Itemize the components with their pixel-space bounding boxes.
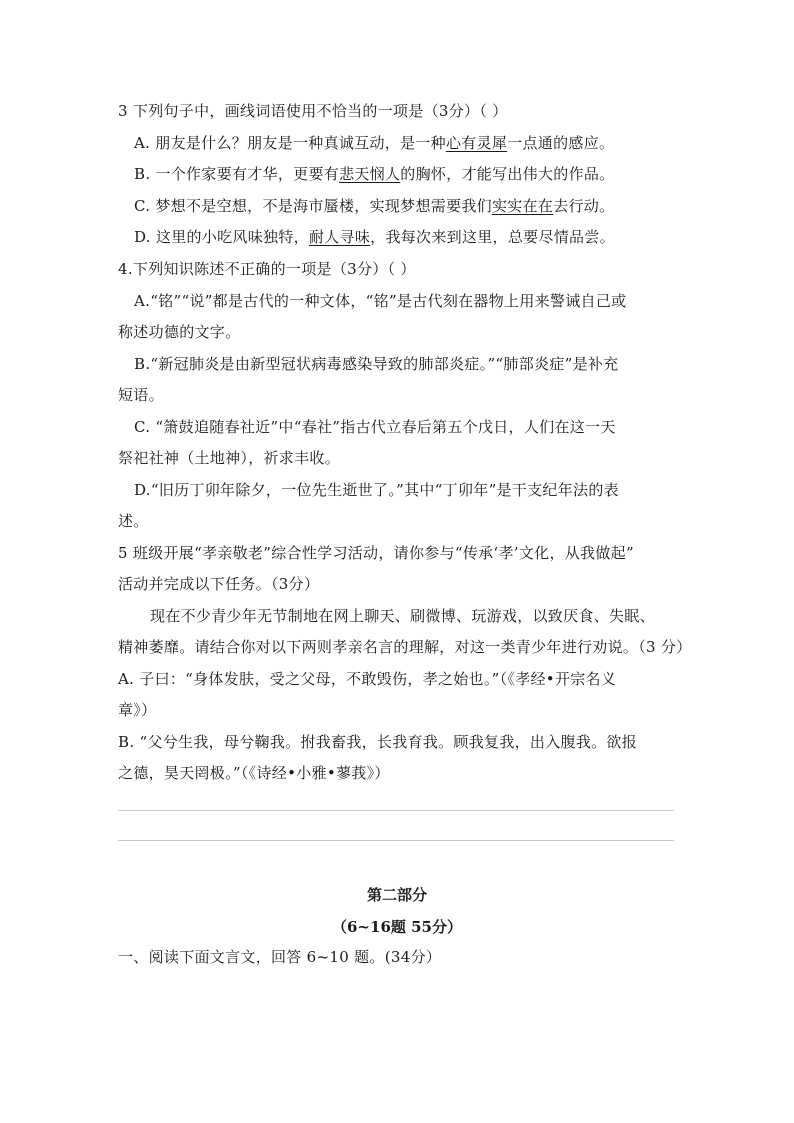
quote-a-cont: 章》） [118,701,157,719]
question-3-option-c: C. 梦想不是空想，不是海市蜃楼，实现梦想需要我们实实在在去行动。 [134,197,615,215]
quote-b: B. “父兮生我，母兮鞠我。拊我畜我，长我育我。顾我复我，出入腹我。欲报 [118,733,638,751]
underlined-phrase: 心有灵犀 [445,134,508,152]
question-3-option-a: A. 朋友是什么？朋友是一种真诚互动，是一种心有灵犀一点通的感应。 [134,134,615,152]
question-5-stem: 5 班级开展“孝亲敬老”综合性学习活动，请你参与“传承‘孝’文化，从我做起” [118,544,634,562]
section-heading: 一、阅读下面文言文，回答 6~10 题。(34分） [118,948,442,966]
question-3-option-b: B. 一个作家要有才华，更要有悲天悯人的胸怀，才能写出伟大的作品。 [134,165,615,183]
answer-line [118,840,674,841]
question-4-option-a-cont: 称述功德的文字。 [118,323,241,341]
underlined-phrase: 实实在在 [491,197,554,215]
question-4-option-a: A.“铭”“说”都是古代的一种文体，“铭”是古代刻在器物上用来警诫自己或 [134,292,627,310]
question-4-option-d-cont: 述。 [118,512,149,530]
question-5-prompt-cont: 精神萎靡。请结合你对以下两则孝亲名言的理解，对这一类青少年进行劝说。（3 分） [118,638,692,656]
part-title: 第二部分 [366,886,427,904]
question-4-stem: 4.下列知识陈述不正确的一项是（3分）（ ） [118,260,416,278]
question-5-stem-cont: 活动并完成以下任务。（3分） [118,575,320,593]
question-3-option-d: D. 这里的小吃风味独特，耐人寻味，我每次来到这里，总要尽情品尝。 [134,228,615,246]
question-4-option-b: B.“新冠肺炎是由新型冠状病毒感染导致的肺部炎症。”“肺部炎症”是补充 [134,355,619,373]
underlined-phrase: 悲天悯人 [339,165,401,183]
question-3-stem: 3 下列句子中，画线词语使用不恰当的一项是（3分）（ ） [118,102,508,120]
question-4-option-d: D.“旧历丁卯年除夕，一位先生逝世了。”其中“丁卯年”是干支纪年法的表 [134,481,619,499]
underlined-phrase: 耐人寻味 [308,228,371,246]
question-4-option-c-cont: 祭祀社神（土地神），祈求丰收。 [118,449,341,467]
quote-b-cont: 之德，昊天罔极。”（《诗经•小雅•蓼莪》） [118,764,390,782]
question-4-option-c: C. “箫鼓追随春社近”中“春社”指古代立春后第五个戊日，人们在这一天 [134,418,616,436]
part-subtitle: （6~16题 55分） [332,918,462,936]
answer-line [118,810,674,811]
question-5-prompt: 现在不少青少年无节制地在网上聊天、刷微博、玩游戏，以致厌食、失眠、 [150,607,655,625]
quote-a: A. 子曰：“身体发肤，受之父母，不敢毁伤，孝之始也。”（《孝经•开宗名义 [118,670,617,688]
question-4-option-b-cont: 短语。 [118,386,164,404]
